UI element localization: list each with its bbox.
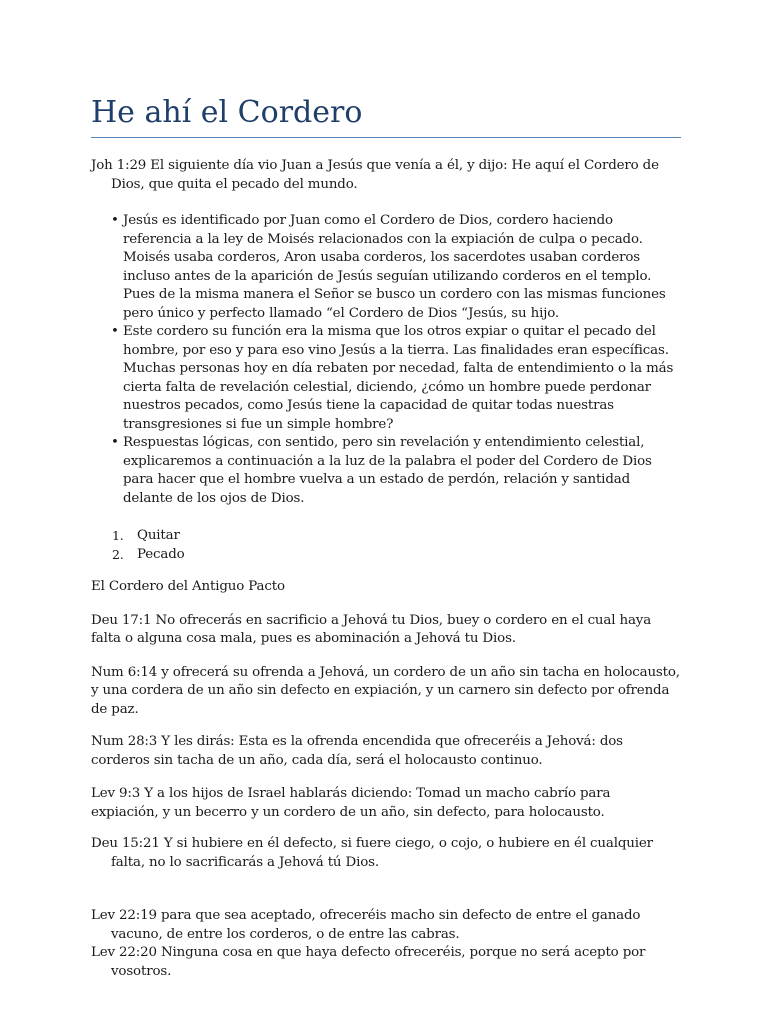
verse-deu-15-21: Deu 15:21 Y si hubiere en él defecto, si fuere ciego, o cojo, o hubiere en él cualquier falta, no lo sacrificarás a Jehová tú Dios. [91,836,653,870]
document-body [91,157,681,981]
verse-lev-22-19: Lev 22:19 para que sea aceptado, ofreceréis macho sin defecto de entre el ganado vacuno, de entre los corderos, o de entre las cabras. [91,908,641,942]
document-title: He ahí el Cordero [91,95,363,130]
bullet-text: Respuestas lógicas, con sentido, pero sin revelación y entendimiento celestial, explicaremos a continuación a la luz de la palabra el poder del Cordero de Dios para hacer que el hombre vuelva a un estado de perdón, relación y santidad delante de los ojos de Dios. [123,435,652,506]
verse-lev-22-20: Lev 22:20 Ninguna cosa en que haya defecto ofreceréis, porque no será acepto por vosotros. [91,945,646,979]
bullet-icon: • [111,324,119,339]
item-text: Quitar [137,528,180,543]
title-underline [91,137,681,138]
intro-verse: Joh 1:29 El siguiente día vio Juan a Jesús que venía a él, y dijo: He aquí el Cordero de Dios, que quita el pecado del mundo. [91,158,659,192]
numbered-list [91,527,681,564]
bullet-icon: • [111,213,119,228]
bullet-text: Jesús es identificado por Juan como el Cordero de Dios, cordero haciendo referencia a la ley de Moisés relacionados con la expiación de culpa o pecado. Moisés usaba corderos, Aron usaba corderos, los sacerdotes usaban corderos incluso antes de la aparición de Jesús seguían utilizando corderos en el templo. Pues de la misma manera el Señor se busco un cordero con las mismas funciones pero único y perfecto llamado “el Cordero de Dios “Jesús, su hijo. [123,213,666,321]
verse-deu-17-1: Deu 17:1 No ofrecerás en sacrificio a Jehová tu Dios, buey o cordero en el cual haya falta o alguna cosa mala, pues es abominación a Jehová tu Dios. [91,612,652,646]
verse-lev-9-3: Lev 9:3 Y a los hijos de Israel hablarás diciendo: Tomad un macho cabrío para expiación, y un becerro y un cordero de un año, sin defecto, para holocausto. [91,786,611,820]
bullet-item [91,434,681,508]
item-text: Pecado [137,546,185,562]
bullet-text: Este cordero su función era la misma que los otros expiar o quitar el pecado del hombre, por eso y para eso vino Jesús a la tierra. Las finalidades eran específicas. Muchas personas hoy en día rebaten por necedad, falta de entendimiento o la más cierta falta de revelación celestial, diciendo, ¿cómo un hombre puede perdonar nuestros pecados, como Jesús tiene la capacidad de quitar todas nuestras transgresiones si fue un simple hombre? [123,324,674,432]
section-heading: El Cordero del Antiguo Pacto [91,579,285,594]
bullet-list [91,212,681,508]
item-number: 2. [112,546,124,562]
numbered-item [91,527,681,546]
verse-num-28-3: Num 28:3 Y les dirás: Esta es la ofrenda encendida que ofreceréis a Jehová: dos corderos sin tacha de un año, cada día, será el holocausto continuo. [91,734,623,768]
bullet-item [91,212,681,323]
bullet-item [91,323,681,434]
bullet-icon: • [111,435,119,450]
verse-num-6-14: Num 6:14 y ofrecerá su ofrenda a Jehová, un cordero de un año sin tacha en holocausto, y una cordera de un año sin defecto en expiación, y un carnero sin defecto por ofrenda de paz. [91,664,680,717]
item-number: 1. [112,528,124,543]
numbered-item [91,546,681,565]
